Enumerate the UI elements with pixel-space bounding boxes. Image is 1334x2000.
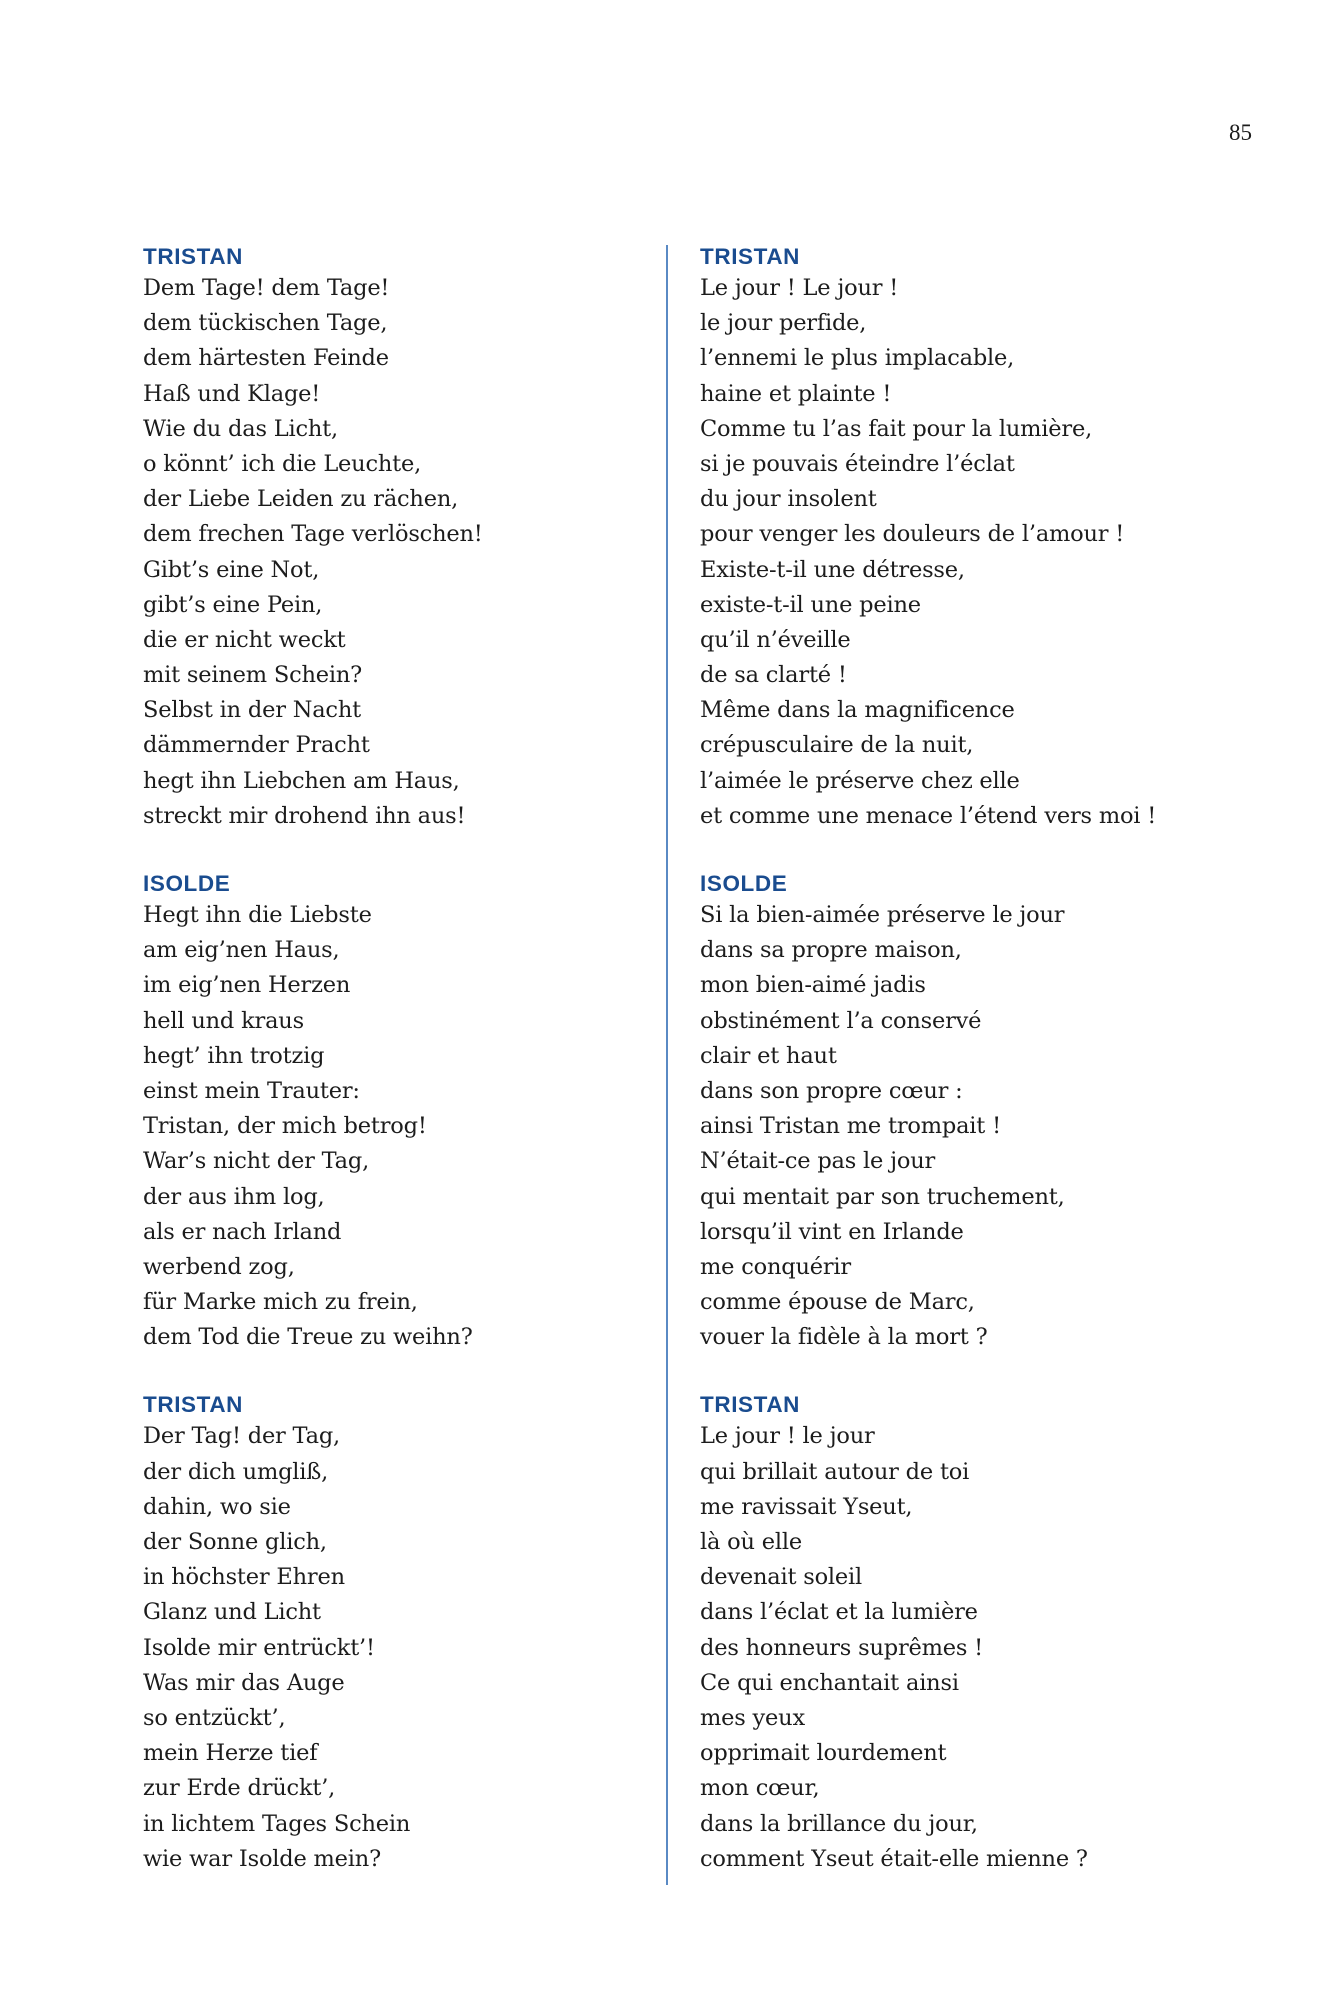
verse-line: obstinément l’a conservé xyxy=(700,1007,982,1034)
speaker-name: TRISTAN xyxy=(700,1392,801,1418)
verse-line: Comme tu l’as fait pour la lumière, xyxy=(700,415,1093,442)
verse-line: für Marke mich zu frein, xyxy=(143,1289,418,1316)
verse-line: dem tückischen Tage, xyxy=(143,310,388,337)
verse-line: qui mentait par son truchement, xyxy=(700,1183,1065,1210)
verse-line: hegt ihn Liebchen am Haus, xyxy=(143,767,460,794)
verse-line: der Liebe Leiden zu rächen, xyxy=(143,486,459,513)
verse-line: der Sonne glich, xyxy=(143,1529,327,1555)
verse-line: Hegt ihn die Liebste xyxy=(143,902,372,928)
verse-line: me ravissait Yseut, xyxy=(700,1493,913,1520)
verse-line: der aus ihm log, xyxy=(143,1183,325,1210)
verse-line: comment Yseut était-elle mienne ? xyxy=(700,1845,1088,1872)
verse-line: l’ennemi le plus implacable, xyxy=(700,345,1015,372)
verse-line: crépusculaire de la nuit, xyxy=(700,732,974,759)
verse-block xyxy=(143,1391,643,1876)
verse-line: dans sa propre maison, xyxy=(700,937,962,964)
verse-block xyxy=(143,870,643,1355)
verse-line: Selbst in der Nacht xyxy=(143,697,361,724)
verse-line: Der Tag! der Tag, xyxy=(143,1423,340,1450)
verse-line: et comme une menace l’étend vers moi ! xyxy=(700,802,1157,829)
column-divider xyxy=(666,245,668,1885)
verse-lines xyxy=(143,271,643,834)
speaker-name: TRISTAN xyxy=(143,244,244,269)
verse-line: am eig’nen Haus, xyxy=(143,937,340,964)
verse-line: des honneurs suprêmes ! xyxy=(700,1634,984,1661)
verse-line: Haß und Klage! xyxy=(143,380,321,407)
verse-line: einst mein Trauter: xyxy=(143,1077,360,1104)
verse-line: mein Herze tief xyxy=(143,1740,318,1767)
verse-line: in lichtem Tages Schein xyxy=(143,1810,411,1837)
verse-line: der dich umgliß, xyxy=(143,1458,329,1485)
verse-line: so entzückt’, xyxy=(143,1704,286,1731)
verse-line: werbend zog, xyxy=(143,1253,295,1280)
verse-lines xyxy=(700,271,1260,834)
verse-line: du jour insolent xyxy=(700,486,877,513)
verse-line: Wie du das Licht, xyxy=(143,415,338,442)
french-column xyxy=(700,243,1260,1877)
verse-line: si je pouvais éteindre l’éclat xyxy=(700,450,1015,477)
verse-line: Le jour ! le jour xyxy=(700,1423,875,1450)
verse-line: gibt’s eine Pein, xyxy=(143,591,323,618)
verse-line: qu’il n’éveille xyxy=(700,626,851,653)
verse-line: de sa clarté ! xyxy=(700,662,847,689)
verse-line: dem härtesten Feinde xyxy=(143,345,389,372)
verse-line: dem frechen Tage verlöschen! xyxy=(143,521,483,548)
verse-line: pour venger les douleurs de l’amour ! xyxy=(700,521,1125,548)
verse-line: mit seinem Schein? xyxy=(143,662,363,689)
verse-line: dans l’éclat et la lumière xyxy=(700,1599,978,1626)
verse-line: als er nach Irland xyxy=(143,1218,342,1245)
speaker-name: TRISTAN xyxy=(143,1392,244,1418)
verse-line: streckt mir drohend ihn aus! xyxy=(143,802,466,829)
verse-line: dahin, wo sie xyxy=(143,1493,291,1520)
verse-block xyxy=(143,243,643,834)
verse-line: devenait soleil xyxy=(700,1564,863,1591)
verse-line: N’était-ce pas le jour xyxy=(700,1148,936,1175)
verse-line: mon bien-aimé jadis xyxy=(700,972,926,999)
german-column xyxy=(143,243,643,1877)
verse-line: Was mir das Auge xyxy=(143,1669,345,1696)
verse-line: o könnt’ ich die Leuchte, xyxy=(143,450,422,477)
verse-line: hell und kraus xyxy=(143,1007,304,1034)
speaker-name: TRISTAN xyxy=(700,244,801,269)
verse-line: zur Erde drückt’, xyxy=(143,1775,336,1802)
verse-line: dans son propre cœur : xyxy=(700,1077,963,1104)
verse-line: mes yeux xyxy=(700,1704,805,1731)
verse-line: in höchster Ehren xyxy=(143,1564,345,1591)
verse-line: clair et haut xyxy=(700,1042,837,1069)
verse-block xyxy=(700,1391,1260,1876)
verse-line: haine et plainte ! xyxy=(700,380,892,407)
verse-line: dem Tod die Treue zu weihn? xyxy=(143,1324,473,1351)
verse-lines xyxy=(700,1419,1260,1876)
verse-line: wie war Isolde mein? xyxy=(143,1845,381,1872)
verse-line: Le jour ! Le jour ! xyxy=(700,275,899,301)
verse-line: im eig’nen Herzen xyxy=(143,972,351,999)
verse-line: Dem Tage! dem Tage! xyxy=(143,275,390,301)
verse-line: hegt’ ihn trotzig xyxy=(143,1042,325,1069)
verse-line: Existe-t-il une détresse, xyxy=(700,556,965,583)
speaker-name: ISOLDE xyxy=(700,871,788,896)
speaker-name: ISOLDE xyxy=(143,871,231,896)
verse-line: qui brillait autour de toi xyxy=(700,1458,970,1485)
verse-lines xyxy=(143,1419,643,1876)
verse-block xyxy=(700,870,1260,1355)
verse-line: comme épouse de Marc, xyxy=(700,1289,975,1316)
verse-line: le jour perfide, xyxy=(700,310,867,337)
verse-lines xyxy=(143,898,643,1355)
verse-block xyxy=(700,243,1260,834)
verse-line: opprimait lourdement xyxy=(700,1740,947,1767)
verse-line: là où elle xyxy=(700,1529,802,1555)
verse-line: Isolde mir entrückt’! xyxy=(143,1634,375,1661)
verse-line: Gibt’s eine Not, xyxy=(143,556,320,583)
verse-line: lorsqu’il vint en Irlande xyxy=(700,1218,964,1245)
verse-line: die er nicht weckt xyxy=(143,626,346,653)
verse-line: dämmernder Pracht xyxy=(143,732,370,759)
verse-line: Si la bien-aimée préserve le jour xyxy=(700,902,1065,928)
page-number: 85 xyxy=(1229,120,1252,145)
verse-line: dans la brillance du jour, xyxy=(700,1810,978,1837)
verse-line: existe-t-il une peine xyxy=(700,591,921,618)
verse-lines xyxy=(700,898,1260,1355)
verse-line: Tristan, der mich betrog! xyxy=(143,1113,427,1140)
verse-line: Même dans la magnificence xyxy=(700,697,1015,724)
verse-line: ainsi Tristan me trompait ! xyxy=(700,1113,1001,1140)
verse-line: me conquérir xyxy=(700,1253,851,1280)
verse-line: Glanz und Licht xyxy=(143,1599,321,1626)
verse-line: vouer la fidèle à la mort ? xyxy=(700,1324,988,1351)
verse-line: Ce qui enchantait ainsi xyxy=(700,1669,959,1696)
verse-line: l’aimée le préserve chez elle xyxy=(700,767,1020,794)
verse-line: mon cœur, xyxy=(700,1775,820,1802)
verse-line: War’s nicht der Tag, xyxy=(143,1148,370,1175)
